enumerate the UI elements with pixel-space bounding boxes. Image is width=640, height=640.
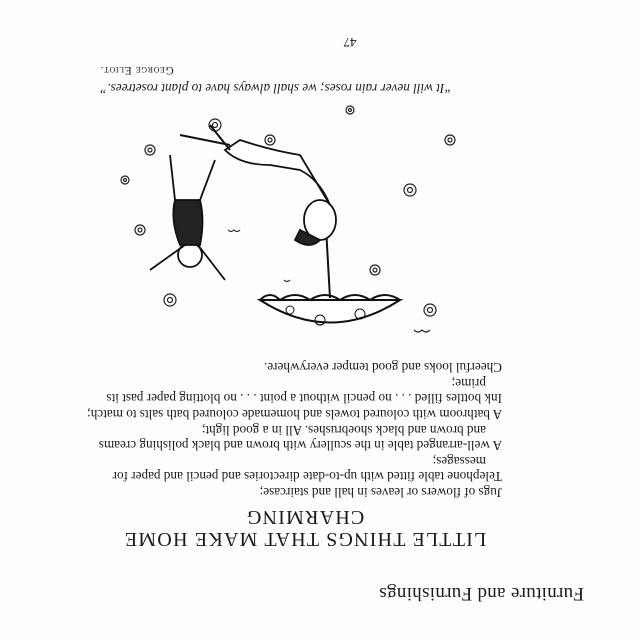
running-head: Furniture and Furnishings: [379, 583, 584, 604]
list-item: Telephone table fitted with up-to-date directories and pencil and paper for messages;: [112, 453, 502, 485]
roses-scatter: [121, 106, 455, 325]
section-title: LITTLE THINGS THAT MAKE HOME CHARMING: [123, 506, 487, 550]
lady-figure: [180, 125, 336, 245]
list-item: A well-arranged table in the scullery with brown and black polishing creams and brown and black shoebrushes. All in a good light;: [98, 422, 502, 454]
cartoon-illustration: [110, 100, 470, 340]
epigraph-quote: “It will never rain roses; we shall always have to plant rosetrees.”: [100, 81, 452, 96]
list-item: Jugs of flowers or leaves in hall and staircase;: [259, 485, 502, 500]
girl-figure: [150, 155, 225, 280]
quote-author: George Eliot.: [100, 64, 174, 76]
list-item: Ink bottles filled . . . no pencil without a point . . . no blotting paper past its prime;: [106, 375, 502, 407]
item-list: [82, 360, 502, 500]
list-item: A bathroom with coloured towels and homemade coloured bath salts to match;: [87, 407, 502, 423]
page-number: 47: [343, 35, 357, 50]
list-item: Cheerful looks and good temper everywhere.: [263, 360, 502, 376]
